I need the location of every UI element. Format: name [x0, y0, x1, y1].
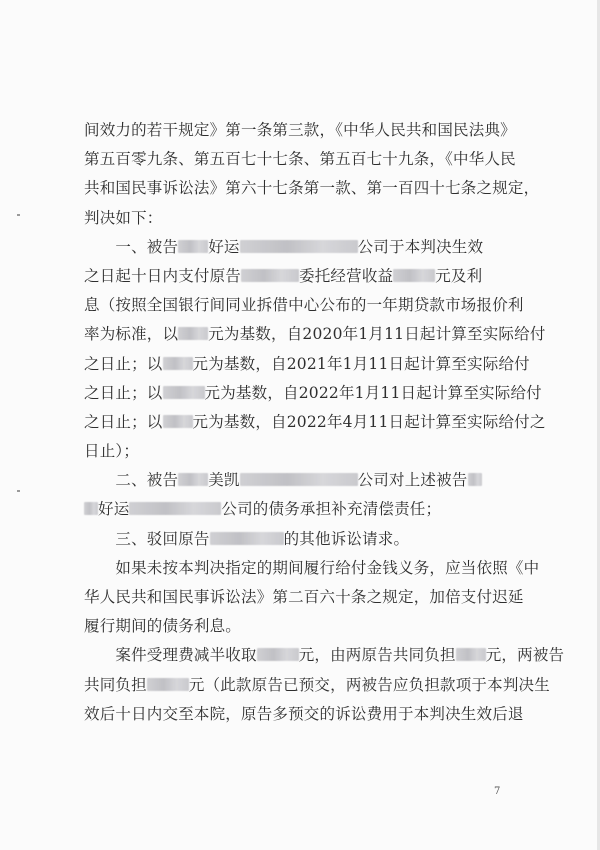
- text-line: [84, 320, 546, 349]
- redacted-block: [240, 240, 358, 253]
- redacted-block: [241, 269, 299, 282]
- text-line: [84, 204, 518, 233]
- redacted-block: [178, 327, 208, 340]
- text-segment: 之日止；以: [84, 383, 163, 402]
- text-line: [84, 525, 518, 554]
- text-line: [84, 116, 518, 145]
- redacted-block: [393, 269, 435, 282]
- text-line: [84, 379, 542, 408]
- text-line: [84, 583, 524, 612]
- margin-mark-top: [17, 214, 20, 216]
- text-segment: 好运: [98, 500, 130, 519]
- text-segment: 效后十日内交至本院，原告多预交的诉讼费用于本判决生效后退: [84, 704, 524, 723]
- text-segment: 元为基数，自2022年4月11日起计算至实际给付之: [192, 412, 546, 431]
- text-segment: 好运: [208, 237, 240, 256]
- text-line: [84, 350, 530, 379]
- text-segment: 共同负担: [84, 675, 147, 694]
- text-segment: 公司于本判决生效: [357, 237, 484, 256]
- redacted-block: [129, 502, 221, 515]
- text-segment: 履行期间的债务利息。: [84, 617, 242, 636]
- text-segment: 元（此款原告已预交，两被告应负担款项于本判决生: [188, 675, 550, 694]
- text-segment: 公司对上述被告: [357, 471, 468, 490]
- text-line: [84, 466, 518, 495]
- text-line: [84, 233, 518, 262]
- text-segment: 率为标准，以: [84, 325, 179, 344]
- text-segment: 元为基数，自2021年1月11日起计算至实际给付: [192, 354, 530, 373]
- text-segment: 公司的债务承担补充清偿责任；: [221, 500, 442, 519]
- text-line: [84, 437, 518, 466]
- redacted-block: [240, 473, 358, 486]
- judgment-body-text: [84, 116, 565, 729]
- text-line: [84, 174, 540, 203]
- text-segment: 一、被告: [84, 237, 179, 256]
- text-segment: 如果未按本判决指定的期间履行给付金钱义务，应当依照《中: [84, 558, 540, 577]
- text-segment: 案件受理费减半收取: [84, 646, 257, 665]
- redacted-block: [163, 415, 193, 428]
- text-segment: 三、驳回原告: [84, 529, 210, 548]
- redacted-block: [257, 648, 299, 661]
- redacted-block: [456, 648, 486, 661]
- text-line: [84, 554, 540, 583]
- text-segment: 委托经营收益: [299, 266, 394, 285]
- redacted-block: [178, 240, 208, 253]
- text-line: [84, 671, 550, 700]
- redacted-block: [84, 502, 98, 515]
- text-segment: 元，由两原告共同负担: [298, 646, 456, 665]
- text-segment: 之日止；以: [84, 412, 163, 431]
- text-segment: 日止）；: [84, 442, 140, 461]
- text-segment: 元为基数，自2020年1月11日起计算至实际给付: [208, 325, 546, 344]
- text-line: [84, 612, 518, 641]
- text-segment: 之日起十日内支付原告: [84, 266, 242, 285]
- page-number: 7: [494, 786, 501, 797]
- text-segment: 共和国民事诉讼法》第六十七条第一款、第一百四十七条之规定，: [84, 179, 540, 198]
- text-line: [84, 291, 524, 320]
- text-segment: 华人民共和国民事诉讼法》第二百六十条之规定，加倍支付迟延: [84, 588, 524, 606]
- redacted-block: [163, 386, 205, 399]
- text-segment: 元，两被告: [485, 646, 565, 665]
- text-line: [84, 408, 546, 437]
- text-segment: 之日止；以: [84, 354, 163, 373]
- redacted-block: [147, 678, 189, 691]
- text-segment: 美凯: [208, 471, 240, 490]
- text-segment: 息（按照全国银行间同业拆借中心公布的一年期贷款市场报价利: [84, 296, 524, 315]
- text-segment: 二、被告: [84, 471, 179, 490]
- text-segment: 元及利: [435, 266, 483, 285]
- text-segment: 判决如下：: [84, 208, 163, 227]
- text-line: [84, 641, 565, 670]
- redacted-block: [468, 473, 482, 486]
- text-line: [84, 262, 518, 291]
- text-segment: 元为基数，自2022年1月11日起计算至实际给付: [204, 383, 542, 402]
- text-line: [84, 700, 524, 729]
- text-segment: 的其他诉讼请求。: [283, 529, 410, 548]
- margin-mark-bottom: [17, 490, 20, 492]
- redacted-block: [163, 357, 193, 370]
- redacted-block: [210, 532, 284, 545]
- text-line: [84, 145, 518, 174]
- redacted-block: [178, 473, 208, 486]
- text-segment: 间效力的若干规定》第一条第三款，《中华人民共和国民法典》: [84, 121, 516, 139]
- text-line: [84, 495, 518, 524]
- text-segment: 第五百零九条、第五百七十七条、第五百七十九条，《中华人民: [84, 150, 516, 169]
